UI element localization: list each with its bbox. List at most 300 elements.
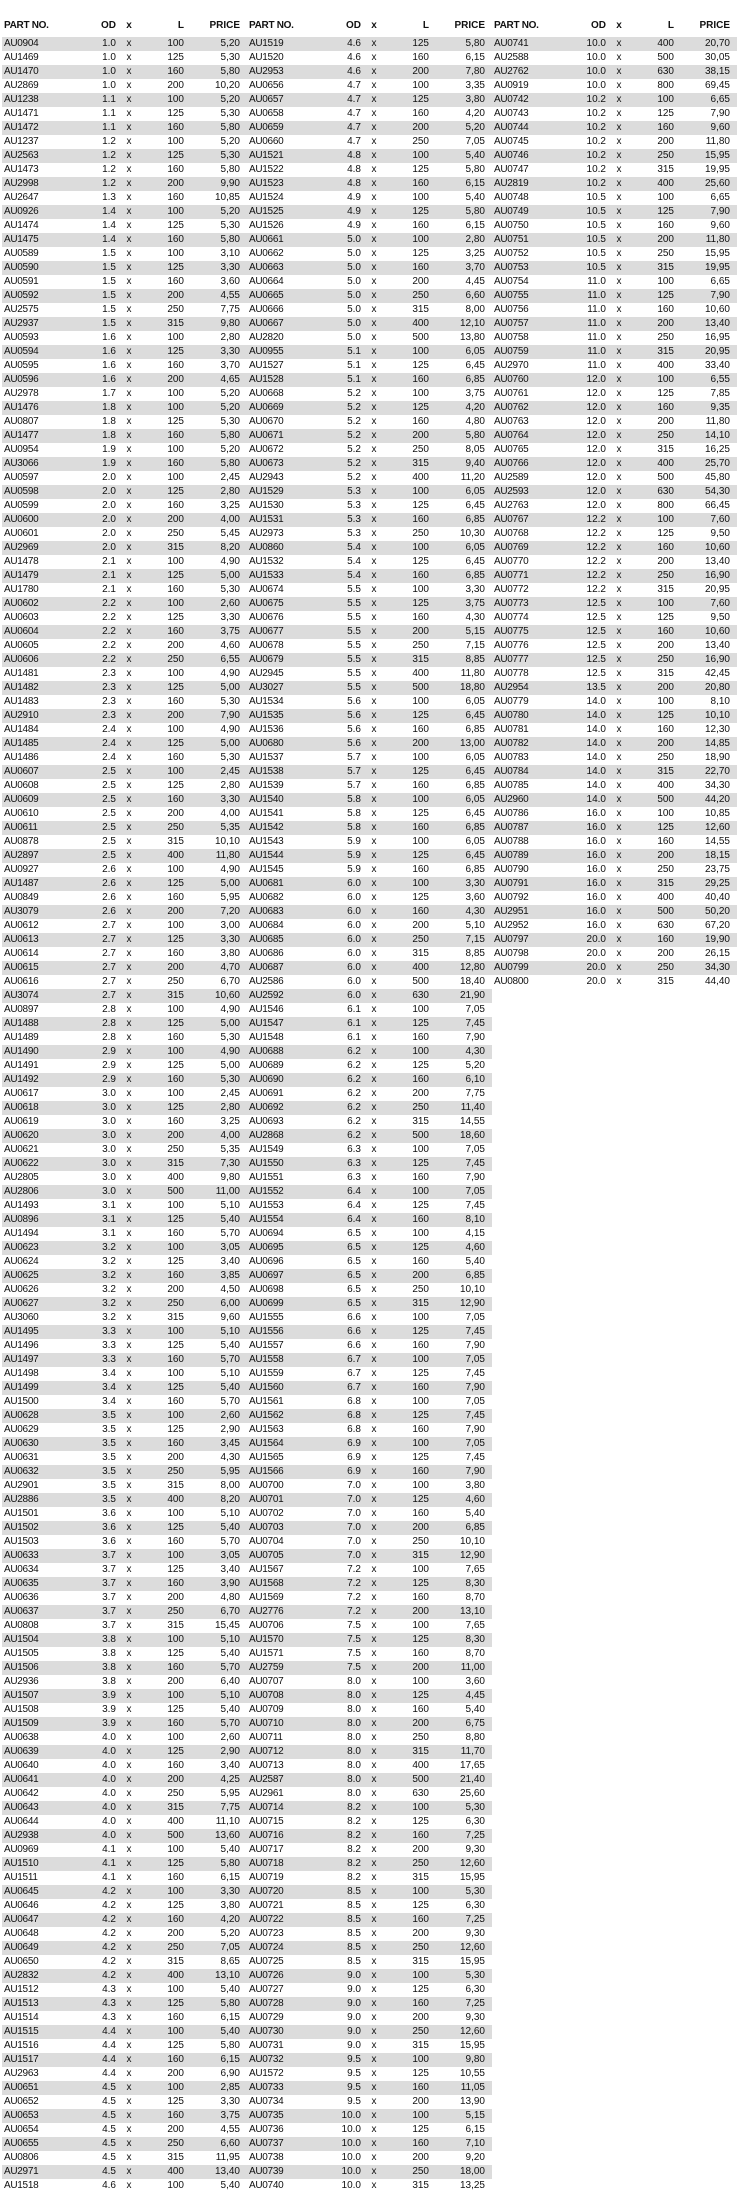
length: 200 bbox=[167, 178, 184, 189]
header-l: L bbox=[177, 20, 184, 31]
table-row bbox=[247, 1269, 492, 1283]
price: 2,80 bbox=[220, 780, 240, 791]
length: 200 bbox=[167, 962, 184, 973]
table-row bbox=[2, 1241, 247, 1255]
outer-diameter: 2.0 bbox=[102, 472, 116, 483]
length: 200 bbox=[167, 290, 184, 301]
table-row bbox=[492, 471, 737, 485]
outer-diameter: 6.5 bbox=[347, 1298, 361, 1309]
length: 100 bbox=[657, 514, 674, 525]
times-sign: x bbox=[126, 1620, 132, 1631]
price: 5,80 bbox=[465, 38, 485, 49]
part-number: AU1535 bbox=[249, 710, 284, 721]
price: 3,30 bbox=[465, 584, 485, 595]
times-sign: x bbox=[616, 864, 622, 875]
outer-diameter: 4.7 bbox=[347, 122, 361, 133]
outer-diameter: 4.1 bbox=[102, 1858, 116, 1869]
table-row bbox=[2, 317, 247, 331]
part-number: AU0628 bbox=[4, 1410, 39, 1421]
price: 25,60 bbox=[704, 178, 730, 189]
times-sign: x bbox=[126, 1592, 132, 1603]
times-sign: x bbox=[616, 724, 622, 735]
times-sign: x bbox=[126, 332, 132, 343]
part-number: AU0741 bbox=[494, 38, 529, 49]
part-number: AU1538 bbox=[249, 766, 284, 777]
part-number: AU1521 bbox=[249, 150, 284, 161]
times-sign: x bbox=[616, 94, 622, 105]
price: 9,80 bbox=[220, 1172, 240, 1183]
table-row bbox=[247, 2137, 492, 2151]
times-sign: x bbox=[126, 1214, 132, 1225]
times-sign: x bbox=[371, 1494, 377, 1505]
table-row bbox=[2, 2123, 247, 2137]
table-row bbox=[492, 247, 737, 261]
length: 250 bbox=[167, 1298, 184, 1309]
table-row bbox=[2, 1297, 247, 1311]
price: 5,10 bbox=[220, 1690, 240, 1701]
times-sign: x bbox=[616, 500, 622, 511]
length: 200 bbox=[167, 1130, 184, 1141]
part-number: AU0744 bbox=[494, 122, 529, 133]
table-row bbox=[2, 1129, 247, 1143]
length: 160 bbox=[412, 1424, 429, 1435]
length: 100 bbox=[167, 1410, 184, 1421]
table-row bbox=[247, 1815, 492, 1829]
table-row bbox=[247, 1017, 492, 1031]
outer-diameter: 5.5 bbox=[347, 668, 361, 679]
outer-diameter: 8.0 bbox=[347, 1746, 361, 1757]
part-number: AU1780 bbox=[4, 584, 39, 595]
outer-diameter: 6.8 bbox=[347, 1396, 361, 1407]
outer-diameter: 1.1 bbox=[102, 122, 116, 133]
table-row bbox=[247, 1745, 492, 1759]
outer-diameter: 5.9 bbox=[347, 864, 361, 875]
outer-diameter: 12.0 bbox=[586, 444, 606, 455]
length: 315 bbox=[167, 836, 184, 847]
table-row bbox=[492, 597, 737, 611]
part-number: AU0897 bbox=[4, 1004, 39, 1015]
outer-diameter: 4.5 bbox=[102, 2152, 116, 2163]
length: 100 bbox=[657, 598, 674, 609]
length: 125 bbox=[412, 1326, 429, 1337]
part-number: AU0742 bbox=[494, 94, 529, 105]
outer-diameter: 4.7 bbox=[347, 80, 361, 91]
outer-diameter: 5.5 bbox=[347, 682, 361, 693]
times-sign: x bbox=[126, 1606, 132, 1617]
part-number: AU1506 bbox=[4, 1662, 39, 1673]
times-sign: x bbox=[371, 486, 377, 497]
outer-diameter: 4.2 bbox=[102, 1914, 116, 1925]
table-row bbox=[2, 1885, 247, 1899]
times-sign: x bbox=[371, 1998, 377, 2009]
length: 100 bbox=[167, 206, 184, 217]
times-sign: x bbox=[616, 934, 622, 945]
outer-diameter: 9.5 bbox=[347, 2054, 361, 2065]
outer-diameter: 8.5 bbox=[347, 1956, 361, 1967]
part-number: AU0623 bbox=[4, 1242, 39, 1253]
part-number: AU0896 bbox=[4, 1214, 39, 1225]
outer-diameter: 11.0 bbox=[587, 332, 606, 343]
price: 14,55 bbox=[704, 836, 730, 847]
table-row bbox=[492, 219, 737, 233]
part-number: AU0624 bbox=[4, 1256, 39, 1267]
price: 2,60 bbox=[220, 1410, 240, 1421]
price: 66,45 bbox=[704, 500, 730, 511]
length: 160 bbox=[412, 1998, 429, 2009]
outer-diameter: 2.9 bbox=[102, 1060, 116, 1071]
price: 5,30 bbox=[220, 220, 240, 231]
outer-diameter: 7.2 bbox=[347, 1578, 361, 1589]
table-row bbox=[2, 681, 247, 695]
part-number: AU1497 bbox=[4, 1354, 39, 1365]
outer-diameter: 4.7 bbox=[347, 94, 361, 105]
part-number: AU0767 bbox=[494, 514, 529, 525]
part-number: AU1540 bbox=[249, 794, 284, 805]
part-number: AU0671 bbox=[249, 430, 284, 441]
table-row bbox=[492, 961, 737, 975]
outer-diameter: 11.0 bbox=[587, 276, 606, 287]
table-row bbox=[492, 541, 737, 555]
length: 125 bbox=[412, 1242, 429, 1253]
part-number: AU2776 bbox=[249, 1606, 284, 1617]
length: 125 bbox=[167, 2096, 184, 2107]
outer-diameter: 6.0 bbox=[347, 990, 361, 1001]
table-row bbox=[2, 667, 247, 681]
times-sign: x bbox=[126, 976, 132, 987]
outer-diameter: 16.0 bbox=[586, 878, 606, 889]
length: 400 bbox=[657, 38, 674, 49]
length: 200 bbox=[657, 948, 674, 959]
times-sign: x bbox=[126, 724, 132, 735]
times-sign: x bbox=[126, 1326, 132, 1337]
price: 6,15 bbox=[220, 2054, 240, 2065]
length: 125 bbox=[412, 2124, 429, 2135]
outer-diameter: 4.3 bbox=[102, 2012, 116, 2023]
table-row bbox=[2, 1717, 247, 1731]
part-number: AU1503 bbox=[4, 1536, 39, 1547]
part-number: AU0758 bbox=[494, 332, 529, 343]
price: 19,95 bbox=[704, 164, 730, 175]
length: 100 bbox=[167, 1242, 184, 1253]
price: 5,20 bbox=[220, 206, 240, 217]
table-row bbox=[2, 1829, 247, 1843]
times-sign: x bbox=[371, 1172, 377, 1183]
price: 7,45 bbox=[465, 1410, 485, 1421]
times-sign: x bbox=[371, 1340, 377, 1351]
times-sign: x bbox=[616, 570, 622, 581]
times-sign: x bbox=[616, 80, 622, 91]
length: 125 bbox=[167, 1214, 184, 1225]
length: 250 bbox=[412, 1942, 429, 1953]
part-number: AU0776 bbox=[494, 640, 529, 651]
header-price: PRICE bbox=[454, 20, 485, 31]
price: 6,85 bbox=[465, 864, 485, 875]
table-row bbox=[2, 1227, 247, 1241]
table-row bbox=[2, 485, 247, 499]
price: 12,60 bbox=[459, 2026, 485, 2037]
price: 9,50 bbox=[710, 612, 730, 623]
outer-diameter: 6.0 bbox=[347, 892, 361, 903]
length: 160 bbox=[167, 696, 184, 707]
outer-diameter: 6.4 bbox=[347, 1214, 361, 1225]
times-sign: x bbox=[126, 850, 132, 861]
part-number: AU0693 bbox=[249, 1116, 284, 1127]
price: 10,60 bbox=[704, 542, 730, 553]
table-row bbox=[2, 359, 247, 373]
times-sign: x bbox=[371, 1438, 377, 1449]
part-number: AU0926 bbox=[4, 206, 39, 217]
outer-diameter: 3.6 bbox=[102, 1522, 116, 1533]
length: 200 bbox=[167, 2124, 184, 2135]
length: 160 bbox=[657, 934, 674, 945]
times-sign: x bbox=[616, 556, 622, 567]
part-number: AU0686 bbox=[249, 948, 284, 959]
outer-diameter: 4.5 bbox=[102, 2166, 116, 2177]
price: 4,65 bbox=[220, 374, 240, 385]
outer-diameter: 4.0 bbox=[102, 1746, 116, 1757]
times-sign: x bbox=[126, 1578, 132, 1589]
length: 160 bbox=[412, 108, 429, 119]
times-sign: x bbox=[371, 416, 377, 427]
times-sign: x bbox=[126, 682, 132, 693]
times-sign: x bbox=[371, 598, 377, 609]
length: 100 bbox=[412, 794, 429, 805]
length: 315 bbox=[657, 346, 674, 357]
outer-diameter: 4.3 bbox=[102, 1984, 116, 1995]
outer-diameter: 16.0 bbox=[586, 808, 606, 819]
outer-diameter: 3.7 bbox=[102, 1578, 116, 1589]
length: 100 bbox=[412, 1046, 429, 1057]
times-sign: x bbox=[371, 1354, 377, 1365]
times-sign: x bbox=[126, 1312, 132, 1323]
length: 160 bbox=[412, 262, 429, 273]
part-number: AU0653 bbox=[4, 2110, 39, 2121]
outer-diameter: 8.5 bbox=[347, 1928, 361, 1939]
header-od: OD bbox=[346, 20, 361, 31]
length: 200 bbox=[167, 640, 184, 651]
price: 3,80 bbox=[220, 948, 240, 959]
price: 18,00 bbox=[459, 2166, 485, 2177]
table-row bbox=[2, 1171, 247, 1185]
part-number: AU0708 bbox=[249, 1690, 284, 1701]
length: 100 bbox=[412, 1004, 429, 1015]
length: 250 bbox=[412, 1858, 429, 1869]
times-sign: x bbox=[371, 1886, 377, 1897]
outer-diameter: 12.5 bbox=[586, 640, 606, 651]
times-sign: x bbox=[371, 2068, 377, 2079]
outer-diameter: 5.2 bbox=[347, 388, 361, 399]
length: 100 bbox=[167, 1550, 184, 1561]
price: 5,40 bbox=[220, 1648, 240, 1659]
times-sign: x bbox=[126, 346, 132, 357]
table-row bbox=[2, 1479, 247, 1493]
outer-diameter: 1.2 bbox=[102, 164, 116, 175]
price: 3,60 bbox=[220, 276, 240, 287]
table-row bbox=[2, 1255, 247, 1269]
price: 12,60 bbox=[704, 822, 730, 833]
outer-diameter: 3.5 bbox=[102, 1480, 116, 1491]
outer-diameter: 7.0 bbox=[347, 1494, 361, 1505]
price: 7,80 bbox=[465, 66, 485, 77]
part-number: AU0709 bbox=[249, 1704, 284, 1715]
times-sign: x bbox=[616, 822, 622, 833]
times-sign: x bbox=[616, 402, 622, 413]
price: 6,45 bbox=[465, 766, 485, 777]
price: 13,60 bbox=[214, 1830, 240, 1841]
part-number: AU1504 bbox=[4, 1634, 39, 1645]
times-sign: x bbox=[371, 1200, 377, 1211]
length: 160 bbox=[167, 794, 184, 805]
price: 6,85 bbox=[465, 374, 485, 385]
table-row bbox=[492, 933, 737, 947]
outer-diameter: 5.0 bbox=[347, 290, 361, 301]
table-row bbox=[2, 1549, 247, 1563]
times-sign: x bbox=[616, 948, 622, 959]
price: 3,30 bbox=[220, 612, 240, 623]
length: 160 bbox=[167, 1228, 184, 1239]
part-number: AU0808 bbox=[4, 1620, 39, 1631]
price: 3,30 bbox=[220, 346, 240, 357]
length: 125 bbox=[167, 262, 184, 273]
times-sign: x bbox=[126, 598, 132, 609]
table-row bbox=[247, 1703, 492, 1717]
part-number: AU1570 bbox=[249, 1634, 284, 1645]
length: 160 bbox=[412, 1214, 429, 1225]
outer-diameter: 3.8 bbox=[102, 1634, 116, 1645]
part-number: AU2937 bbox=[4, 318, 39, 329]
price: 4,90 bbox=[220, 1004, 240, 1015]
length: 100 bbox=[167, 1844, 184, 1855]
price: 5,20 bbox=[220, 402, 240, 413]
outer-diameter: 2.3 bbox=[102, 682, 116, 693]
table-row bbox=[2, 1773, 247, 1787]
price: 4,55 bbox=[220, 290, 240, 301]
table-row bbox=[2, 2081, 247, 2095]
outer-diameter: 3.7 bbox=[102, 1564, 116, 1575]
outer-diameter: 5.2 bbox=[347, 430, 361, 441]
outer-diameter: 5.0 bbox=[347, 248, 361, 259]
price: 5,80 bbox=[465, 164, 485, 175]
table-row bbox=[247, 1003, 492, 1017]
part-number: AU1512 bbox=[4, 1984, 39, 1995]
length: 100 bbox=[412, 1438, 429, 1449]
times-sign: x bbox=[126, 276, 132, 287]
part-number: AU1549 bbox=[249, 1144, 284, 1155]
part-number: AU1525 bbox=[249, 206, 284, 217]
table-row bbox=[247, 135, 492, 149]
length: 160 bbox=[412, 1592, 429, 1603]
length: 100 bbox=[167, 1690, 184, 1701]
length: 250 bbox=[657, 864, 674, 875]
table-row bbox=[247, 1199, 492, 1213]
outer-diameter: 10.0 bbox=[341, 2152, 361, 2163]
outer-diameter: 1.0 bbox=[102, 38, 116, 49]
outer-diameter: 5.0 bbox=[347, 304, 361, 315]
price: 11,10 bbox=[215, 1816, 240, 1827]
price: 8,10 bbox=[465, 1214, 485, 1225]
length: 500 bbox=[412, 332, 429, 343]
times-sign: x bbox=[126, 388, 132, 399]
price: 3,05 bbox=[220, 1242, 240, 1253]
table-row bbox=[247, 863, 492, 877]
price: 3,25 bbox=[220, 1116, 240, 1127]
table-row bbox=[2, 583, 247, 597]
outer-diameter: 4.6 bbox=[347, 66, 361, 77]
outer-diameter: 5.2 bbox=[347, 458, 361, 469]
times-sign: x bbox=[371, 528, 377, 539]
times-sign: x bbox=[371, 374, 377, 385]
times-sign: x bbox=[371, 276, 377, 287]
length: 125 bbox=[412, 766, 429, 777]
price: 7,90 bbox=[220, 710, 240, 721]
table-row bbox=[247, 2067, 492, 2081]
table-row bbox=[2, 1633, 247, 1647]
table-row bbox=[247, 849, 492, 863]
part-number: AU0954 bbox=[4, 444, 39, 455]
length: 160 bbox=[167, 1270, 184, 1281]
part-number: AU0778 bbox=[494, 668, 529, 679]
times-sign: x bbox=[371, 38, 377, 49]
outer-diameter: 2.7 bbox=[102, 990, 116, 1001]
part-number: AU0717 bbox=[249, 1844, 284, 1855]
table-row bbox=[247, 1913, 492, 1927]
times-sign: x bbox=[616, 206, 622, 217]
times-sign: x bbox=[371, 248, 377, 259]
times-sign: x bbox=[126, 1900, 132, 1911]
outer-diameter: 10.0 bbox=[586, 80, 606, 91]
table-row bbox=[247, 1213, 492, 1227]
outer-diameter: 6.7 bbox=[347, 1368, 361, 1379]
length: 100 bbox=[412, 346, 429, 357]
times-sign: x bbox=[371, 332, 377, 343]
part-number: AU0654 bbox=[4, 2124, 39, 2135]
part-number: AU0638 bbox=[4, 1732, 39, 1743]
price: 11,80 bbox=[705, 136, 730, 147]
price: 9,60 bbox=[710, 122, 730, 133]
times-sign: x bbox=[126, 150, 132, 161]
table-row bbox=[247, 485, 492, 499]
outer-diameter: 6.6 bbox=[347, 1312, 361, 1323]
length: 160 bbox=[657, 626, 674, 637]
price: 3,75 bbox=[220, 2110, 240, 2121]
outer-diameter: 5.5 bbox=[347, 584, 361, 595]
part-number: AU0779 bbox=[494, 696, 529, 707]
part-number: AU1557 bbox=[249, 1340, 284, 1351]
part-number: AU0620 bbox=[4, 1130, 39, 1141]
part-number: AU0632 bbox=[4, 1466, 39, 1477]
outer-diameter: 10.2 bbox=[586, 150, 606, 161]
table-row bbox=[2, 947, 247, 961]
price: 7,05 bbox=[465, 1354, 485, 1365]
length: 125 bbox=[412, 1634, 429, 1645]
table-row bbox=[2, 401, 247, 415]
table-row bbox=[2, 79, 247, 93]
length: 160 bbox=[167, 430, 184, 441]
price: 6,40 bbox=[220, 1676, 240, 1687]
times-sign: x bbox=[126, 542, 132, 553]
outer-diameter: 4.0 bbox=[102, 1830, 116, 1841]
length: 160 bbox=[412, 2082, 429, 2093]
part-number: AU0764 bbox=[494, 430, 529, 441]
table-row bbox=[492, 667, 737, 681]
times-sign: x bbox=[126, 164, 132, 175]
times-sign: x bbox=[126, 2012, 132, 2023]
table-row bbox=[2, 1059, 247, 1073]
times-sign: x bbox=[126, 80, 132, 91]
table-row bbox=[2, 1941, 247, 1955]
part-number: AU0716 bbox=[249, 1830, 284, 1841]
price: 34,30 bbox=[704, 962, 730, 973]
